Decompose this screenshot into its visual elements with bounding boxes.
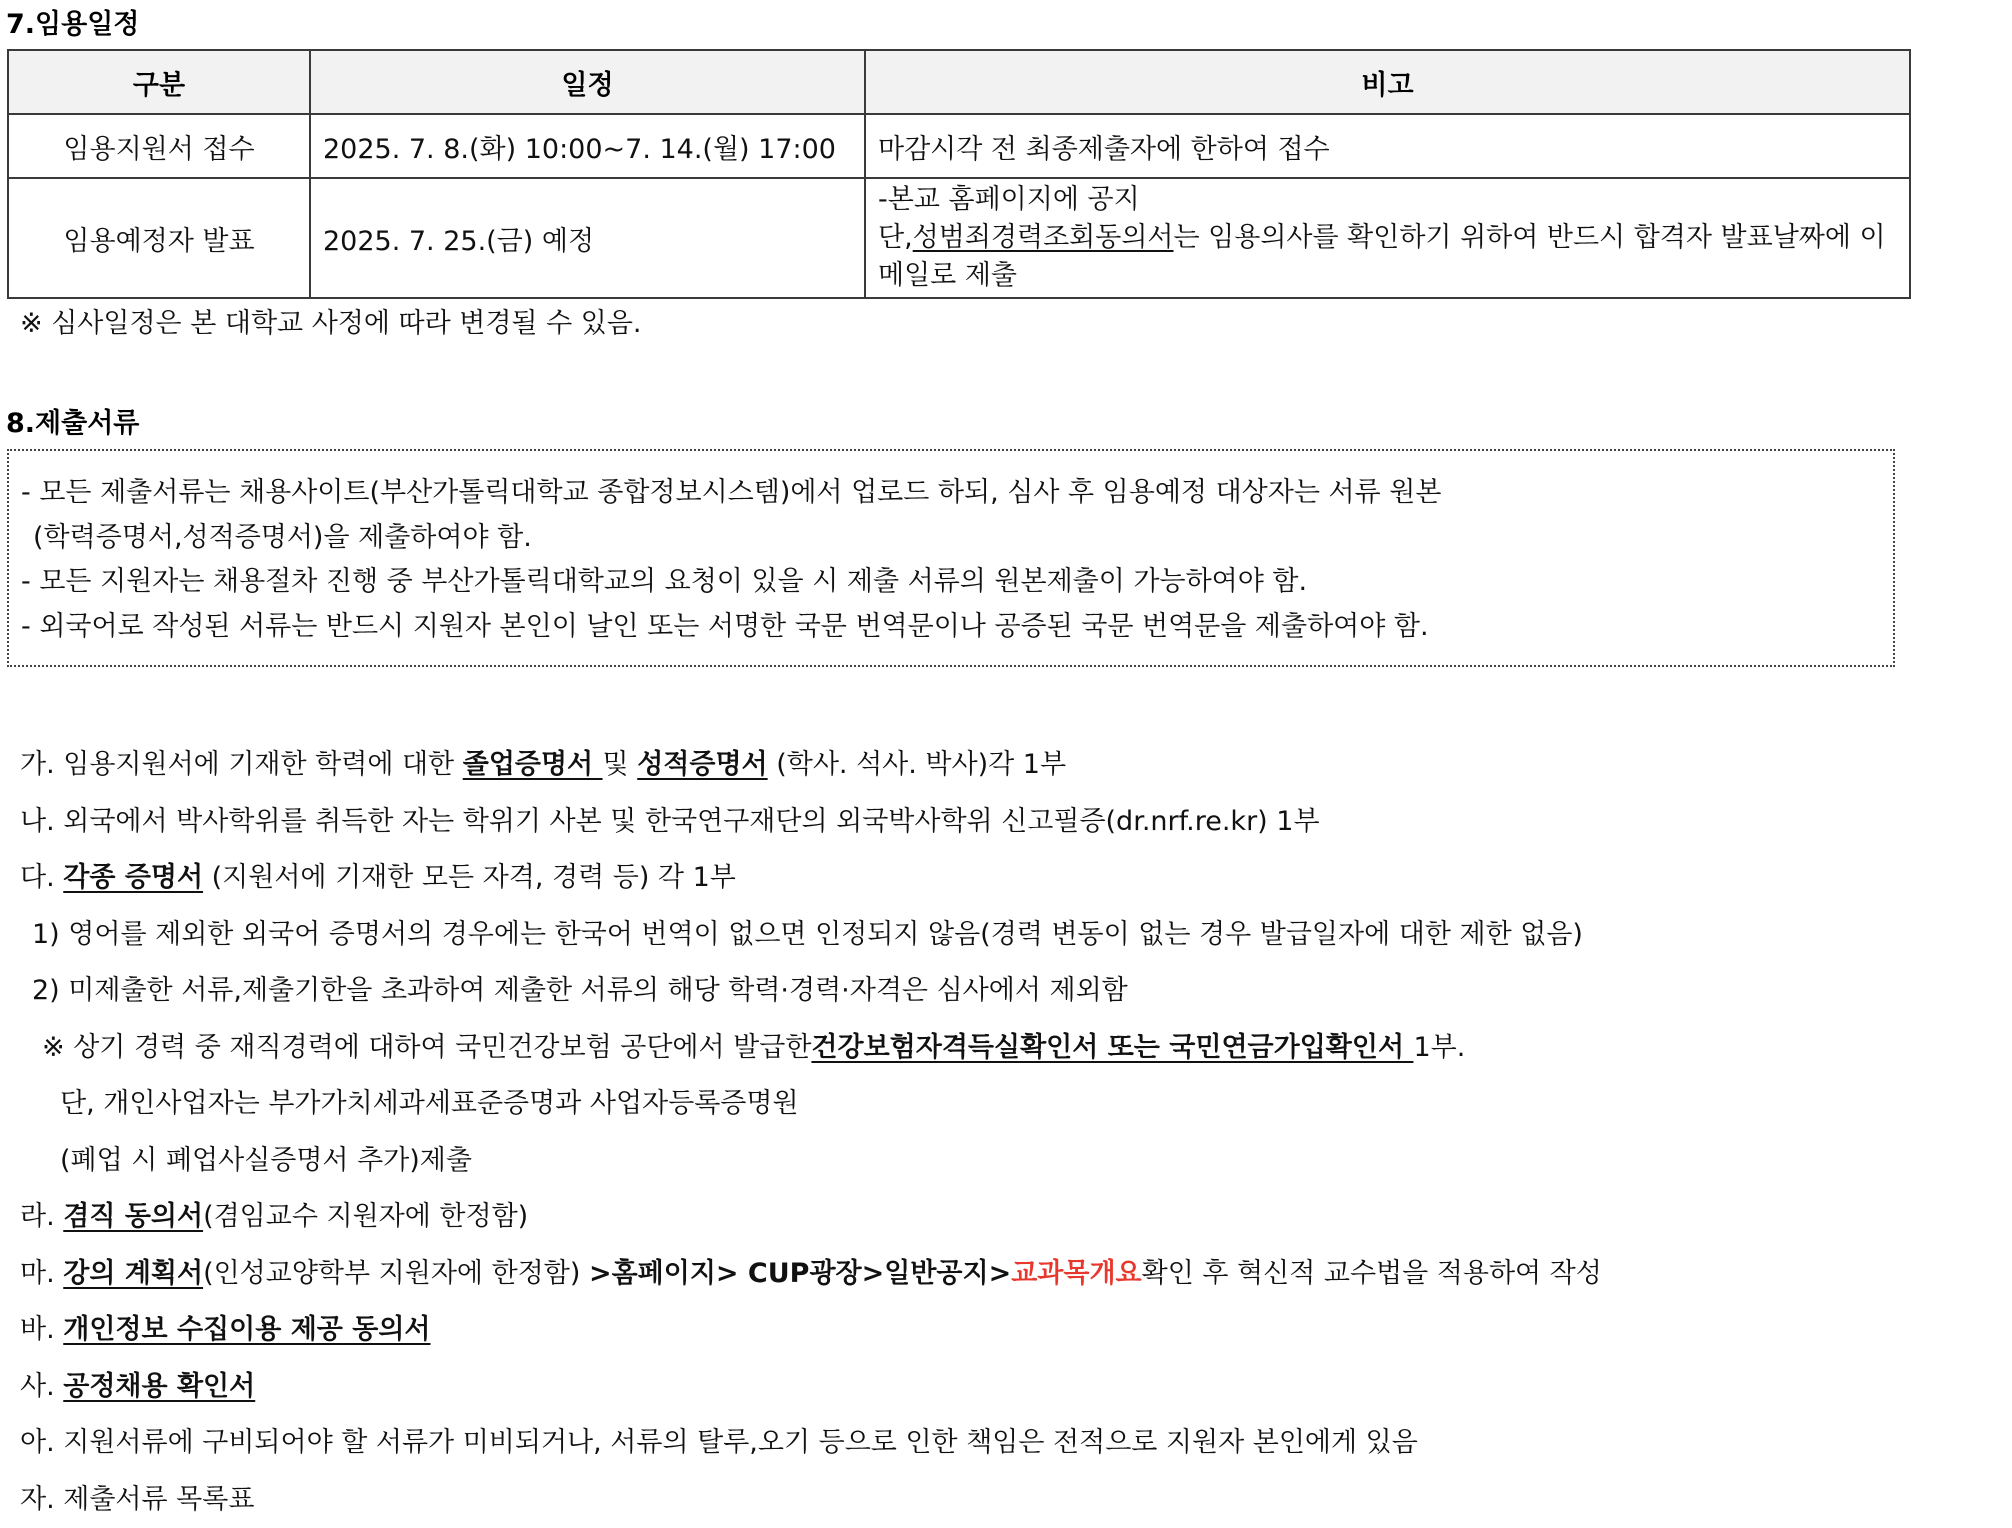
- item-text: (인성교양학부 지원자에 한정함): [203, 1258, 589, 1289]
- item-text: ※ 상기 경력 중 재직경력에 대하여 국민건강보험 공단에서 발급한: [42, 1032, 811, 1063]
- item-text: (학사. 석사. 박사)각 1부: [768, 749, 1066, 780]
- item-text: 1부.: [1413, 1032, 1465, 1063]
- item-text: 마.: [20, 1258, 63, 1289]
- item-text: 확인 후 혁신적 교수법을 적용하여 작성: [1142, 1258, 1602, 1289]
- table-row: [8, 114, 1910, 178]
- documents-list: [20, 737, 1980, 1528]
- course-overview-highlight: 교과목개요: [1011, 1258, 1141, 1289]
- item-text: 바.: [20, 1314, 63, 1345]
- list-note: [20, 1020, 1980, 1077]
- note-line: 메일로 제출: [878, 257, 1897, 295]
- item-emphasis: 개인정보 수집이용 제공 동의서: [63, 1314, 430, 1345]
- item-text: (겸임교수 지원자에 한정함): [203, 1201, 528, 1232]
- item-emphasis: 성적증명서: [637, 749, 767, 780]
- note-text: 는 임용의사를 확인하기 위하여 반드시 합격자 발표날짜에 이: [1174, 222, 1886, 253]
- consent-form-link-text: 성범죄경력조회동의서: [913, 222, 1174, 253]
- header-note: 비고: [865, 50, 1910, 114]
- note-line: [878, 219, 1897, 257]
- list-item-ra: [20, 1189, 1980, 1246]
- schedule-footnote: ※ 심사일정은 본 대학교 사정에 따라 변경될 수 있음.: [20, 306, 642, 342]
- item-text: 가. 임용지원서에 기재한 학력에 대한: [20, 749, 463, 780]
- item-emphasis: 각종 증명서: [63, 862, 203, 893]
- notice-line: - 모든 제출서류는 채용사이트(부산가톨릭대학교 종합정보시스템)에서 업로드 하되, 심사 후 임용예정 대상자는 서류 원본: [21, 471, 1893, 516]
- item-text: 및: [603, 749, 638, 780]
- section-title-documents: 8.제출서류: [6, 407, 139, 441]
- header-category: 구분: [8, 50, 310, 114]
- table-row: [8, 178, 1910, 298]
- list-item-ma: [20, 1246, 1980, 1303]
- schedule-table: [7, 49, 1911, 299]
- cell-note: 마감시각 전 최종제출자에 한하여 접수: [865, 114, 1910, 178]
- item-text: 다.: [20, 862, 63, 893]
- list-item-na: 나. 외국에서 박사학위를 취득한 자는 학위기 사본 및 한국연구재단의 외국박사학위 신고필증(dr.nrf.re.kr) 1부: [20, 794, 1980, 851]
- list-subitem: 2) 미제출한 서류,제출기한을 초과하여 제출한 서류의 해당 학력·경력·자격은 심사에서 제외함: [20, 963, 1980, 1020]
- cell-note: [865, 178, 1910, 298]
- item-emphasis: 건강보험자격득실확인서 또는 국민연금가입확인서: [811, 1032, 1413, 1063]
- list-subitem: 1) 영어를 제외한 외국어 증명서의 경우에는 한국어 번역이 없으면 인정되지 않음(경력 변동이 없는 경우 발급일자에 대한 제한 없음): [20, 907, 1980, 964]
- documents-notice-box: [7, 449, 1895, 667]
- list-item-da: [20, 850, 1980, 907]
- item-emphasis: 겸직 동의서: [63, 1201, 203, 1232]
- section-title-schedule: 7.임용일정: [6, 8, 139, 42]
- note-text: 단,: [878, 222, 913, 253]
- list-item-a: 아. 지원서류에 구비되어야 할 서류가 미비되거나, 서류의 탈루,오기 등으로 인한 책임은 전적으로 지원자 본인에게 있음: [20, 1415, 1980, 1472]
- item-text: 라.: [20, 1201, 63, 1232]
- list-note: 단, 개인사업자는 부가가치세과세표준증명과 사업자등록증명원: [20, 1076, 1980, 1133]
- cell-category: 임용지원서 접수: [8, 114, 310, 178]
- item-text: 사.: [20, 1371, 63, 1402]
- note-line: -본교 홈페이지에 공지: [878, 181, 1897, 219]
- menu-path: >홈페이지> CUP광장>일반공지>: [589, 1258, 1011, 1289]
- list-item-ba: [20, 1302, 1980, 1359]
- header-schedule: 일정: [310, 50, 865, 114]
- cell-schedule: 2025. 7. 8.(화) 10:00~7. 14.(월) 17:00: [310, 114, 865, 178]
- list-item-sa: [20, 1359, 1980, 1416]
- item-text: (지원서에 기재한 모든 자격, 경력 등) 각 1부: [203, 862, 736, 893]
- cell-schedule: 2025. 7. 25.(금) 예정: [310, 178, 865, 298]
- cell-category: 임용예정자 발표: [8, 178, 310, 298]
- notice-line: - 외국어로 작성된 서류는 반드시 지원자 본인이 날인 또는 서명한 국문 번역문이나 공증된 국문 번역문을 제출하여야 함.: [21, 605, 1893, 650]
- item-emphasis: 공정채용 확인서: [63, 1371, 255, 1402]
- notice-line: - 모든 지원자는 채용절차 진행 중 부산가톨릭대학교의 요청이 있을 시 제출 서류의 원본제출이 가능하여야 함.: [21, 560, 1893, 605]
- list-item-ja: 자. 제출서류 목록표: [20, 1472, 1980, 1528]
- list-note: (폐업 시 폐업사실증명서 추가)제출: [20, 1133, 1980, 1190]
- list-item-ga: [20, 737, 1980, 794]
- item-emphasis: 강의 계획서: [63, 1258, 203, 1289]
- notice-line: (학력증명서,성적증명서)을 제출하여야 함.: [21, 516, 1893, 561]
- item-emphasis: 졸업증명서: [463, 749, 603, 780]
